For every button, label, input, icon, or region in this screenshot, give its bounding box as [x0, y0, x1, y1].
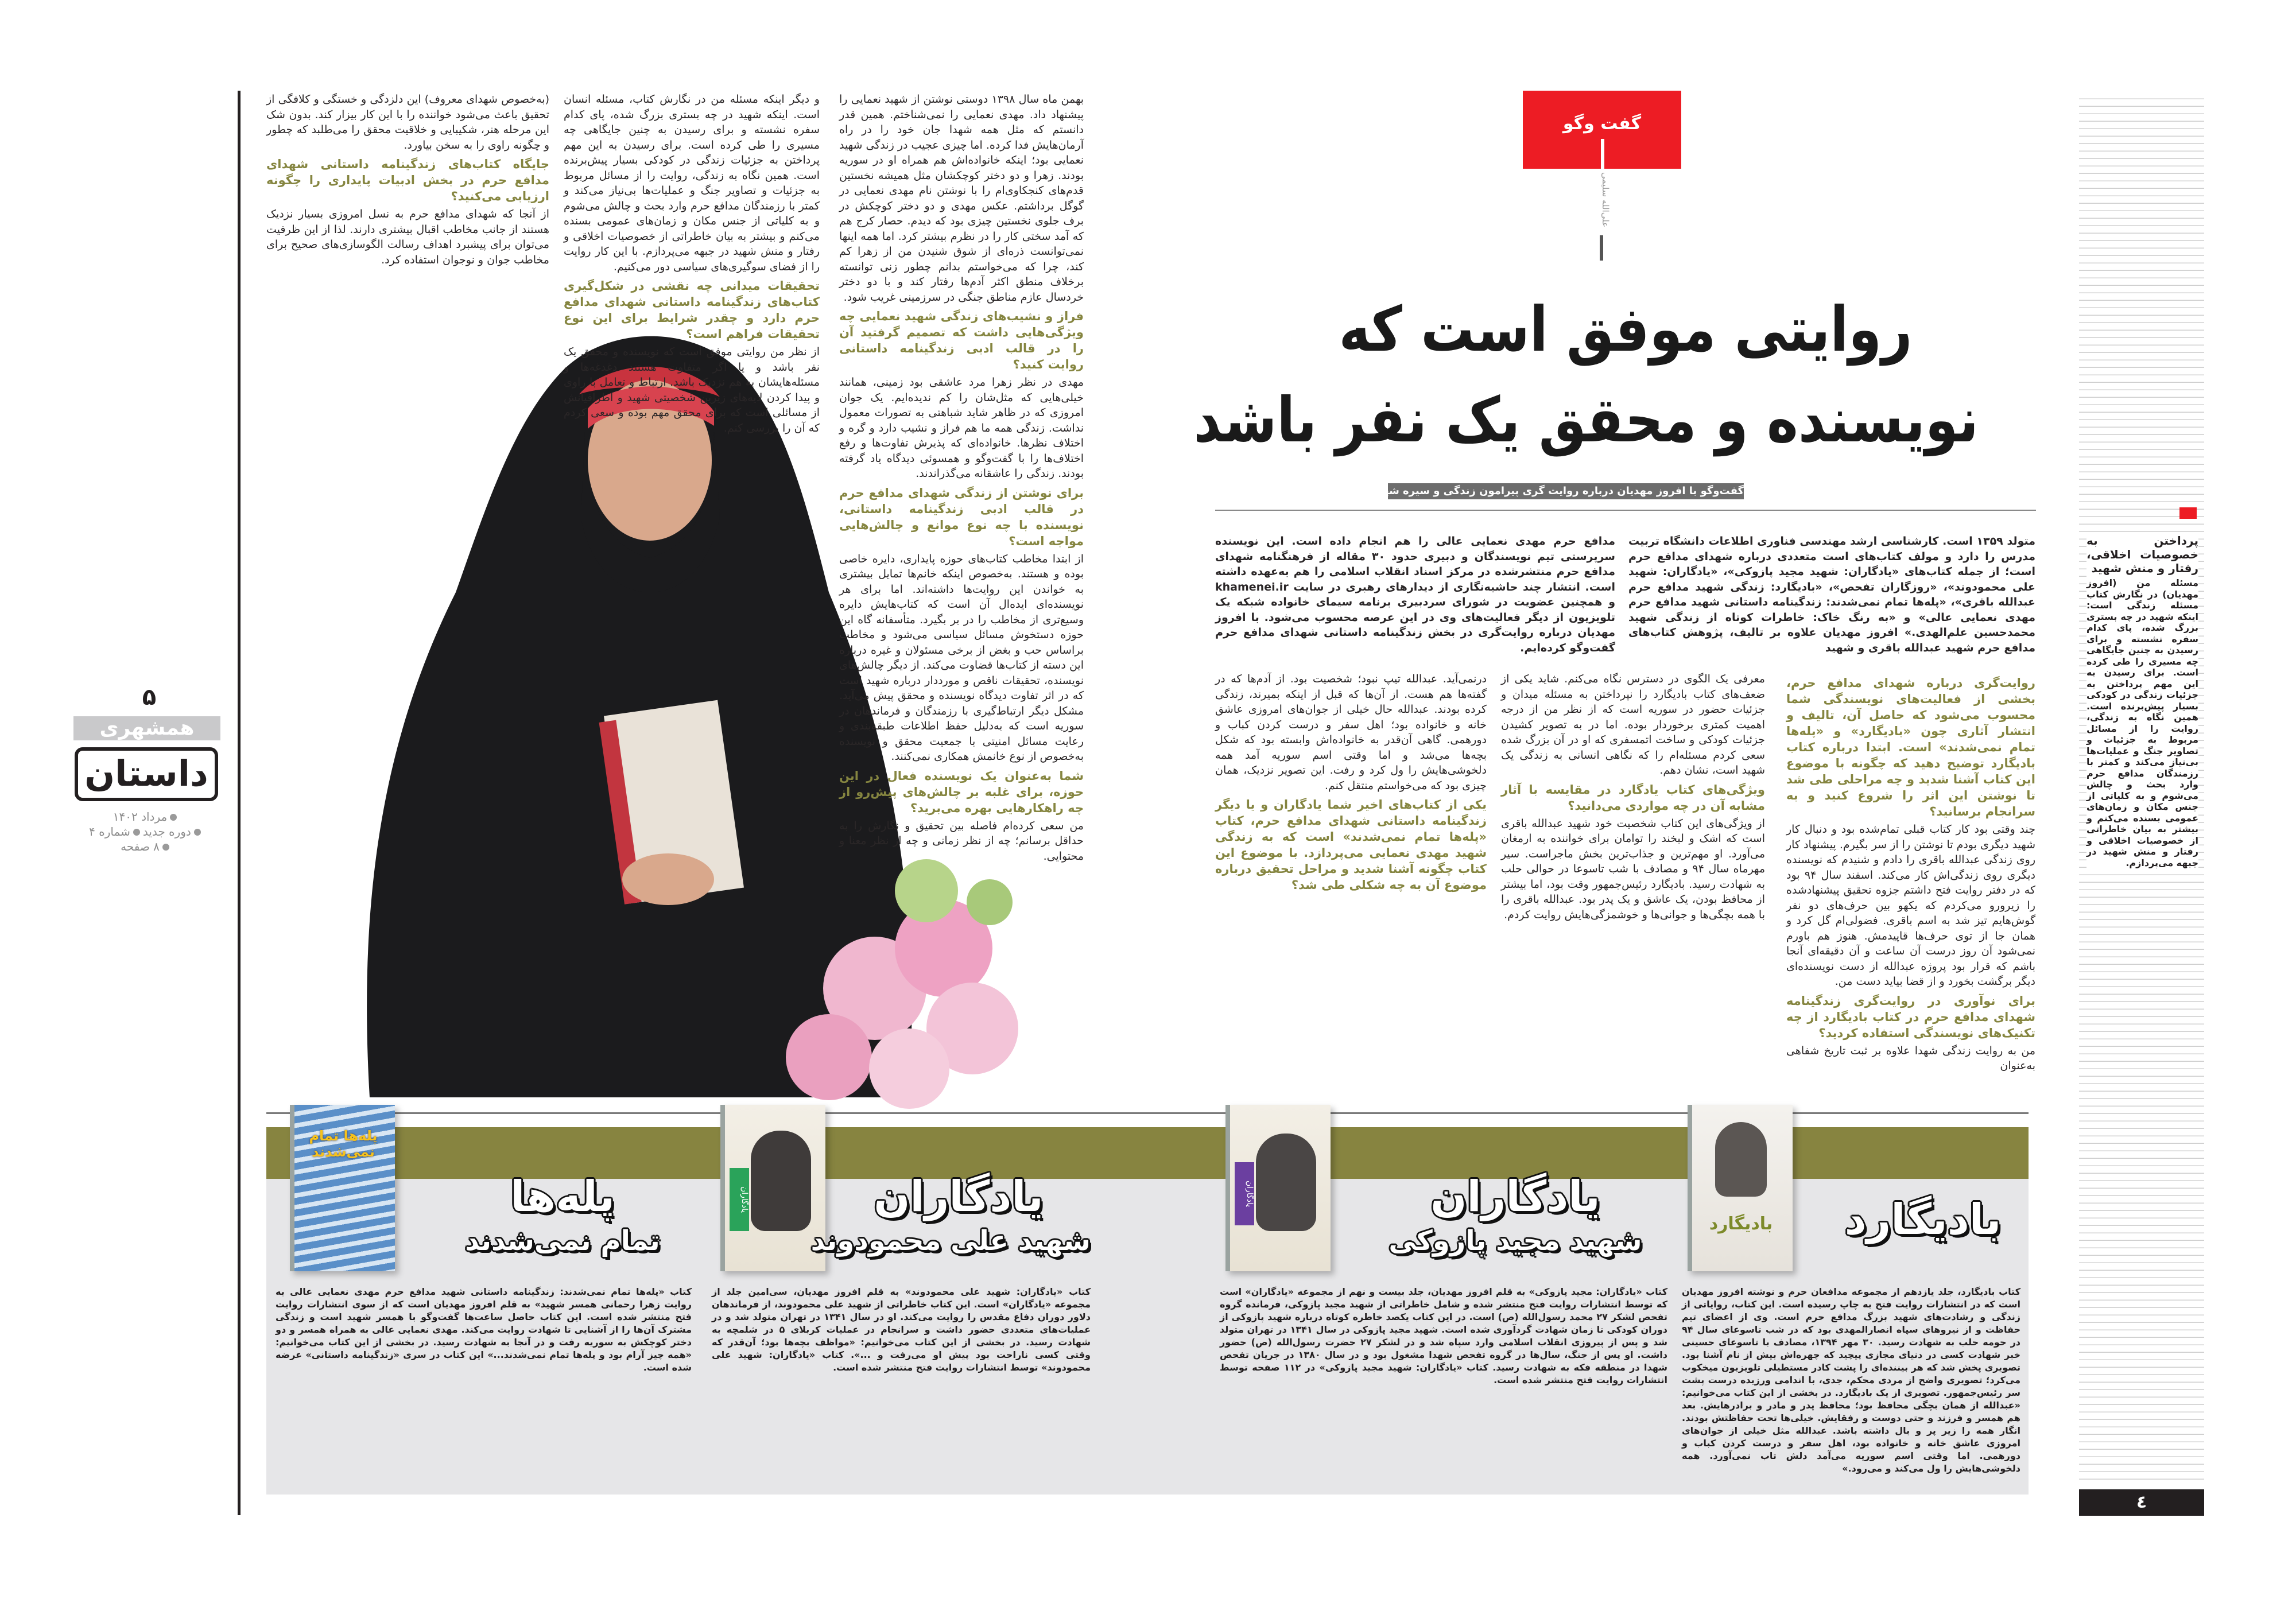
book-cover-title: یادگاران [1235, 1162, 1254, 1225]
intro-left [1215, 534, 1615, 654]
intro-right-text: متولد ۱۳۵۹ است. کارشناسی ارشد مهندسی فناوری اطلاعات دانشگاه تربیت مدرس را دارد و مولف کتاب‌های است متعددی درباره شهدای مدافع حرم است؛ از جمله کتاب‌های «یادگاران: شهید مجید پازوکی»، «یادگاران: شهید علی محمودوند»، «روزگاران تفحص»، «بادیگارد: زندگی شهید مدافع حرم عبدالله باقری»، «پله‌ها تمام نمی‌شدند: زندگینامه داستانی شهید مدافع حرم مهدی نعمایی عالی» و «به رنگ خاک: خاطرات کوتاه از زندگی شهید محمدحسین علم‌الهدی.» افروز مهدیان علاوه بر تالیف، پژوهش کتاب‌های مدافع حرم شهید عبدالله باقری و شهید [1628, 535, 2036, 654]
sidebar-quote [2086, 534, 2198, 868]
book-title-line-2: شهید علی محمودوند [810, 1225, 1091, 1257]
book-title [1360, 1171, 1670, 1259]
book-title-line-1: یادگاران [1430, 1172, 1600, 1221]
interview-answer: از ابتدا مخاطب کتاب‌های حوزه پایداری، دایره خاصی بوده و هستند. به‌خصوص اینکه خانم‌ها تمایل بیشتری به خواندن این روایت‌ها داشته‌اند. اما برای هر نویسنده‌ای ایده‌ال آن است که کتاب‌هایش دایره وسیع‌تری از مخاطب را در بر بگیرد. متأسفانه گاه این حوزه دستخوش مسائل سیاسی می‌شود و مخاطب براساس حب و بغض از برخی مسئولان و غیره درباره این دسته از کتاب‌ها قضاوت می‌کند. از دیگر چالش‌های نویسنده، تحقیقات ناقص و مورددار درباره شهید است که در اثر تفاوت دیدگاه نویسنده و محقق پیش می‌آید. مشکل دیگر ارتباط‌گیری با رزمندگان و فرماندهان در سوریه است که به‌دلیل حفظ اطلاعات طبقه‌بندی و رعایت مسائل امنیتی با جمعیت محقق و نویسنده به‌خصوص از نوع خانمش همکاری نمی‌کنند. [839, 552, 1084, 763]
masthead-number: ۵ [142, 684, 157, 711]
bullet-icon [170, 814, 177, 821]
book-title-line-1: پله‌ها [510, 1172, 615, 1221]
interview-answer: از ویژگی‌های این کتاب شخصیت خود شهید عبدالله باقری است که اشک و لبخند را توامان برای خواننده به ارمغان می‌آورد. او مهم‌ترین و جذاب‌ترین بخش ماجراست. سیر مهرماه سال ۹۴ و مصادف با شب تاسوعا در حوالی حلب به شهادت رسید. بادیگارد رئیس‌جمهور وقت بود، اما بیشتر از محافظ بودن، یک عاشق و یک پدر بود. عبدالله باقری را با همه بچگی‌ها و جوانی‌ها و خوشمزگی‌هایش روایت کردم. [1501, 817, 1765, 921]
issue-info [63, 809, 230, 854]
article-column [1501, 671, 1765, 1085]
left-column-rule [238, 91, 241, 1515]
article-column [1215, 671, 1487, 1085]
issue-number: شماره ۴ [89, 825, 130, 839]
interview-answer: (به‌خصوص شهدای معروف) این دلزدگی و خستگی و کلافگی از تحقیق باعث می‌شود خواننده را با این کار بیزار کند. بدون شک این مرحله هنر، شکیبایی و خلاقیت محقق را می‌طلبد که چطور و چگونه راوی را به سخن بیاورد. [266, 93, 549, 152]
headline-line-1: روایتی موفق است که [1339, 294, 1913, 366]
book-caption: کتاب بادیگارد، جلد یازدهم از مجموعه مدافعان حرم و نوشته افروز مهدیان است که در انتشارات روایت فتح به چاپ رسیده است. این کتاب، روایاتی از زندگی و رشادت‌های شهید بزرگ مدافع حرم است. وی از اعضای تیم حفاظت و از نیروهای سپاه انصارالمهدی بود که در شب تاسوعای سال ۹۴ در حومه حلب به شهادت رسید. ۳۰ مهر ۱۳۹۴، مصادف با تاسوعای حسینی خبر شهادت کسی در دنیای مجازی پیچید که چهره‌اش بیش از نام آشنا بود. تصویری پخش شد که هر بیننده‌ای را پشت کادر مستطیلی تلویزیون میخکوب می‌کرد؛ تصویری واضح از مردی محکم، جدی، با اندامی ورزیده درست پشت سر رئیس‌جمهور. تصویری از یک بادیگارد. در بخشی از این کتاب می‌خوانیم: «عبدالله از همان بچگی محافظ بود؛ محافظ پدر و مادر و برادرهایش. بعد هم همسر و فرزند و حتی دوست و رفقایش. خیلی‌ها تحت حفاظتش بودند. انگار همه را زیر پر و بال داشته باشد. عبدالله مثل خیلی از جوان‌های امروزی عاشق خانه و خانواده بود، اهل سفر و درست کردن کباب و دورهمی. اما وقتی اسم سوریه می‌آمد دلش تاب نمی‌آورد. همه دلخوشی‌هایش را ول می‌کند و می‌رود.» [1682, 1286, 2020, 1474]
book-cover-bodyguard [1688, 1105, 1793, 1271]
book-title-line-2: شهید مجید پازوکی [1389, 1225, 1642, 1257]
book-title-line-2: تمام نمی‌شدند [465, 1225, 660, 1257]
bullet-icon [162, 844, 169, 851]
interview-answer: از نظر من روایتی موفق است که نویسنده و محقق یک نفر باشد و یا اگر متفاوت هستند دغدغه‌ها و مسئله‌هایشان به هم نزدیک باشد. ارتباط و تعامل با راوی و پیدا کردن لایه‌های زیرین شخصیتی شهید و اطرافیانش از مسائلی است که برای محقق مهم بوده و سعی کردم که آن را بررسی کنم. [564, 346, 820, 434]
book-caption: کتاب «یادگاران: شهید علی محمودوند» به قلم افروز مهدیان، سی‌امین جلد از مجموعه «یادگاران» است. این کتاب خاطراتی از شهید علی محمودوند، از فرماندهان دلاور دوران دفاع مقدس را روایت می‌کند. او در سال ۱۳۴۱ در تهران متولد شد و در عملیات‌های متعددی حضور داشت و سرانجام در عملیات کربلای ۵ در شلمچه به شهادت رسید. در بخشی از این کتاب می‌خوانیم: «مواظف بچه‌ها بود؛ آن‌قدر که وقتی کسی ناراحت بود پیش او می‌رفت و ...». کتاب «یادگاران: شهید علی محمودوند» توسط انتشارات روایت فتح منتشر شده است. [712, 1286, 1091, 1373]
article-column [266, 92, 549, 344]
book-title [1825, 1194, 2020, 1245]
interview-answer: من سعی کرده‌ام فاصله بین تحقیق و نگارش را به حداقل برسانم؛ چه از نظر زمانی و چه از نظر معنا و محتوایی. [839, 819, 1084, 863]
interview-question: برای نوشتن از زندگی شهدای مدافع حرم در قالب ادبی زندگینامه داستانی، نویسنده با چه نوع موانع و چالش‌هایی مواجه است؟ [839, 486, 1084, 548]
byline-bar [1600, 235, 1603, 261]
intro-left-text: مدافع حرم مهدی نعمایی عالی را هم انجام داده است. این نویسنده سرپرستی تیم نویسندگان و دبیری حدود ۳۰ مقاله از فرهنگنامه شهدای مدافع حرم منتشرشده در مرکز اسناد انقلاب اسلامی را هم به‌عهده داشته است. انتشار چند حاشیه‌نگاری از دیدارهای رهبری در سایت khamenei.ir و همچنین عضویت در شورای سردبیری برنامه سیمای خانواده شبکه یک تلویزیون از دیگر فعالیت‌های وی در این عرصه محسوب می‌شود. با افروز مهدیان درباره روایت‌گری در بخش زندگینامه داستانی شهدای مدافع حرم گفت‌وگو کرده‌ایم. [1215, 535, 1615, 654]
book-cover-title: پله‌ها تمام نمی‌شدند [309, 1128, 378, 1160]
intro-right [1628, 534, 2036, 654]
section-label-box [1523, 91, 1681, 169]
issue-date: مرداد ۱۴۰۲ [113, 810, 168, 824]
book-title-line-1: بادیگارد [1844, 1195, 2002, 1244]
book-cover-stairs [290, 1105, 395, 1271]
book-cover-mahmoudvand [720, 1105, 825, 1271]
interview-question: یکی از کتاب‌های اخیر شما یادگاران و یا دیگر زندگینامه داستانی شهدای مدافع حرم، کتاب «پله‌ها تمام نمی‌شدند» است که به زندگی شهید مهدی نعمایی می‌پردازد. با موضوع این کتاب چگونه آشنا شدید و مراحل تحقیق درباره موضوع آن به چه شکلی طی شد؟ [1215, 798, 1487, 892]
bullet-icon [194, 829, 201, 836]
interview-question: ویژگی‌های کتاب یادگارد در مقایسه با آثار مشابه آن در چه مواردی می‌دانید؟ [1501, 782, 1765, 813]
sidebar-text: مسئله من (افروز مهدیان) در نگارش کتاب مسئله زندگی است: اینکه شهید در چه بستری بزرگ شده، پای کدام سفره نشسته و برای رسیدن به چنین جایگاهی چه مسیری را طی کرده است. برای رسیدن به این مهم پرداختن به جزئیات زندگی در کودکی بسیار پیش‌برنده است. همین نگاه به زندگی، روایت را از مسائل مربوط به جزئیات و تصاویر جنگ و عملیات‌ها بی‌نیاز می‌کند و کمتر با رزمندگان مدافع حرم وارد بحث و چالش می‌شوم و به کلیاتی از جنس مکان و زمان‌های عمومی بسنده می‌کنم و بیشتر به بیان خاطراتی از خصوصیات اخلاقی و رفتار و منش شهید در جبهه می‌پردازم. [2086, 577, 2198, 868]
section-label: گفت وگو [1562, 114, 1642, 134]
interview-question: برای نوآوری در روایت‌گری زندگینامه شهدای مدافع حرم در کتاب بادیگارد از چه تکنیک‌های نویسندگی استفاده کردید؟ [1786, 993, 2035, 1040]
interview-question: تحقیقات میدانی چه نقشی در شکل‌گیری کتاب‌های زندگینامه داستانی شهدای مدافع حرم دارد و چقدر شرایط برای این نوع تحقیقات فراهم است؟ [564, 279, 820, 341]
interview-answer: و دیگر اینکه مسئله من در نگارش کتاب، مسئله انسان است. اینکه شهید در چه بستری بزرگ شده، پای کدام سفره نشسته و برای رسیدن به چنین جایگاهی چه مسیری را طی کرده است. برای رسیدن به این مهم پرداختن به جزئیات زندگی در کودکی بسیار پیش‌برنده است. همین نگاه به زندگی، روایت را از مسائل مربوط به جزئیات و تصاویر جنگ و عملیات‌ها بی‌نیاز می‌کند و کمتر با رزمندگان مدافع حرم وارد بحث و چالش می‌شوم و به کلیاتی از جنس مکان و زمان‌های عمومی بسنده می‌کنم و بیشتر به بیان خاطراتی از خصوصیات اخلاقی و رفتار و منش شهید در جبهه می‌پردازم. با این کار روایت را از فضای سوگیری‌های سیاسی دور می‌کنیم. [564, 93, 820, 273]
book-cover-title: بادیگارد [1709, 1214, 1773, 1234]
interview-question: شما به‌عنوان یک نویسنده فعال در این حوزه، برای غلبه بر چالش‌های پیش‌رو از چه راهکارهایی بهره می‌برید؟ [839, 768, 1084, 815]
book-caption: کتاب «پله‌ها تمام نمی‌شدند: زندگینامه داستانی شهید مدافع حرم مهدی نعمایی عالی به روایت زهرا رحمانی همسر شهید» به قلم افروز مهدیان است که از سوی انتشارات روایت فتح منتشر شده است. این کتاب حاصل ساعت‌ها گفت‌وگو با همسر شهید است و زندگی مشترک آن‌ها را از آشنایی تا شهادت روایت می‌کند. مهدی نعمایی عالی به همراه همسر و دو دختر کوچکش به سوریه رفت و در آنجا به شهادت رسید. در بخشی از این کتاب می‌خوانیم: «همه چیز آرام بود و پله‌ها تمام نمی‌شدند...» این کتاب در سری «زندگینامه داستانی» عرضه شده است. [276, 1286, 692, 1373]
article-column [564, 92, 820, 620]
interview-question: فراز و نشیب‌های زندگی شهید نعمایی چه ویژگی‌هایی داشت که تصمیم گرفتید آن را در قالب ادبی زندگینامه داستانی روایت کنید؟ [839, 309, 1084, 371]
interview-answer: من به روایت زندگی شهدا علاوه بر ثبت تاریخ شفاهی به‌عنوان [1786, 1044, 2035, 1072]
interview-answer: درنمی‌آید. عبدالله تیپ نبود؛ شخصیت بود. از آدم‌ها که در گفته‌ها هم هست. از آن‌ها که قبل از اینکه بمیرند، زندگی کرده بودند. عبدالله حال خیلی از جوان‌های امروزی عاشق خانه و خانواده بود؛ اهل سفر و درست کردن کباب و دورهمی. گاهی آن‌قدر به خانواده‌اش وابسته بود که شکل بچه‌ها می‌شد و اما وقتی اسم سوریه آمد همه دلخوشی‌هایش را ول کرد و رفت. این تصویر نزدیک، همان چیزی بود که می‌خواستم منتقل کنم. [1215, 673, 1487, 792]
interview-answer: مهدی در نظر زهرا مرد عاشقی بود زمینی، همانند خیلی‌هایی که مثل‌شان را کم ندیده‌ایم. یک جوان امروزی که در ظاهر شاید شباهتی به تصورات معمول نداشت. زندگی همه ما هم فراز و نشیب دارد و گره و اختلاف نظرها. خانواده‌ای که پذیرش تفاوت‌ها و رفع اختلاف‌ها را با گفت‌وگو و همسوئی دیدگاه یاد گرفته بودند. زندگی را عاشقانه می‌گذراندند. [839, 376, 1084, 480]
sidebar-marker [2179, 507, 2197, 519]
headline-rule [1215, 510, 2036, 511]
book-cover-title: یادگاران [730, 1168, 749, 1231]
book-cover-pazouki [1225, 1105, 1331, 1271]
page-number: ٤ [2079, 1489, 2204, 1516]
interview-answer: از آنجا که شهدای مدافع حرم به نسل امروزی بسیار نزدیک هستند از جانب مخاطب اقبال بیشتری دارند. لذا از این ظرفیت می‌توان برای پیشبرد اهداف رسالت الگوسازی‌های صحیح برای مخاطب جوان و نوجوان استفاده کرد. [266, 208, 549, 266]
book-title [459, 1171, 666, 1259]
byline: علی‌الله سلیمی [1600, 172, 1611, 228]
article-column [839, 92, 1084, 1096]
article-column [1786, 671, 2035, 1085]
headline-line-2: نویسنده و محقق یک نفر باشد [1193, 385, 1979, 456]
interview-question: روایت‌گری درباره شهدای مدافع حرم، بخشی از فعالیت‌های نویسندگی شما محسوب می‌شود که حاصل آن، تالیف و انتشار آثاری چون «بادیگارد» و «پله‌ها تمام نمی‌شدند» است. ابتدا درباره کتاب بادیگارد توضیح دهید که چگونه با موضوع این کتاب آشنا شدید و چه مراحلی طی شد تا نوشتن این اثر را شروع کنید و به سرانجام برسانید؟ [1786, 676, 2035, 818]
sidebar-heading: پرداختن به خصوصیات اخلاقی، رفتار و منش شهید [2086, 534, 2198, 575]
brand-logo-hamshahri: همشهری [73, 716, 220, 740]
issue-edition: دوره جدید [142, 825, 191, 839]
book-title-line-1: یادگاران [874, 1172, 1044, 1221]
deck: گفت‌وگو با افروز مهدیان درباره روایت گری پیرامون زندگی و سیره شهدای مدافع حرم [1388, 483, 1744, 499]
issue-pages: ۸ صفحه [121, 840, 160, 853]
label-stem [1601, 139, 1604, 169]
interview-answer: چند وقتی بود کار کتاب قبلی تمام‌شده بود و دنبال کار شهید دیگری بودم تا نوشتن را از سر بگیرم. پیشنهاد کار روی زندگی عبدالله باقری را دادم و شنیدم که نویسنده دیگری روی زندگی‌اش کار می‌کند. اسفند سال ۹۴ بود که در دفتر روایت فتح داشتم جزوه تحقیق پیشنهادشده را زیرورو می‌کردم که یکهو بین حرف‌های دو نفر گوش‌هایم تیز شد به اسم باقری. فضولی‌ام گل کرد و همان جا از توی حرف‌ها قاپیدمش. هنوز هم باورم نمی‌شود آن روز درست آن ساعت و آن دقیقه‌ای آنجا باشم که قرار بود پروژه عبدالله از دست نویسنده‌ای دیگر برگشت بخورد و از قضا بیاید دست من. [1786, 823, 2035, 988]
interview-answer: بهمن ماه سال ۱۳۹۸ دوستی نوشتن از شهید نعمایی را پیشنهاد داد. مهدی نعمایی را نمی‌شناختم. همین قدر دانستم که مثل همه شهدا جان خود را در راه آرمان‌هایش فدا کرده. اما چیزی عجیب در زندگی شهید نعمایی بود؛ اینکه خانواده‌اش هم همراه او در سوریه بودند. زهرا و دو دختر کوچکشان مثل همیشه نخستین قدم‌های کنجکاوی‌ام را با نوشتن نام مهدی نعمایی در گوگل برداشتم. عکس مهدی و دو دختر کوچکش در برف جلوی نخستین چیزی بود که دیدم. حصار کرج هم که آمد سختی کار را در نظرم بیشتر کرد. اما همه اینها نمی‌توانست ذره‌ای از شوق شنیدن من از زهرا کم کند، چرا که می‌خواستم بدانم چطور زنی توانسته برخلاف منطق اکثر آدم‌ها رفتار کند و با دو دختر خردسال عازم مناطق جنگی در سرزمینی غریب شود. [839, 93, 1084, 304]
book-caption: کتاب «یادگاران: مجید پازوکی» به قلم افروز مهدیان، جلد بیست و نهم از مجموعه «یادگاران» است که توسط انتشارات روایت فتح منتشر شده و شامل خاطراتی از شهید مجید پازوکی، فرمانده گروه تفحص لشکر ۲۷ محمد رسول‌الله (ص) است. در این کتاب یکصد خاطره کوتاه درباره شهید پازوکی از دوران کودکی تا زمان شهادت گردآوری شده است. شهید مجید پازوکی در سال ۱۳۴۱ در تهران متولد شد و پس از پیروزی انقلاب اسلامی وارد سپاه شد و در لشکر ۲۷ حضرت رسول‌الله (ص) حضور داشت. او پس از جنگ، سال‌ها در گروه تفحص شهدا مشغول بود و در سال ۱۳۸۰ در جریان تفحص شهدا در منطقه فکه به شهادت رسید. کتاب «یادگاران: شهید مجید پازوکی» در ۱۱۲ صفحه توسط انتشارات روایت فتح منتشر شده است. [1220, 1286, 1668, 1385]
interview-question: جایگاه کتاب‌های زندگینامه داستانی شهدای مدافع حرم در بخش ادبیات پایداری را چگونه ارزیابی می‌کنید؟ [266, 157, 549, 203]
book-title [810, 1171, 1091, 1259]
bullet-icon [133, 829, 140, 836]
section-logo-dastan: داستان [75, 747, 218, 801]
interview-answer: معرفی یک الگوی در دسترس نگاه می‌کنم. شاید یکی از ضعف‌های کتاب بادیگارد را نپرداختن به مسئله میدان و جزئیات حضور در سوریه است که از نظر من از درجه اهمیت کمتری برخوردار بوده. اما در به تصویر کشیدن جزئیات کودکی و ساخت اتمسفری که او در آن بزرگ شده سعی کردم مسئله‌ام را که نگاهی انسانی به زندگی یک شهید است، نشان دهم. [1501, 673, 1765, 777]
